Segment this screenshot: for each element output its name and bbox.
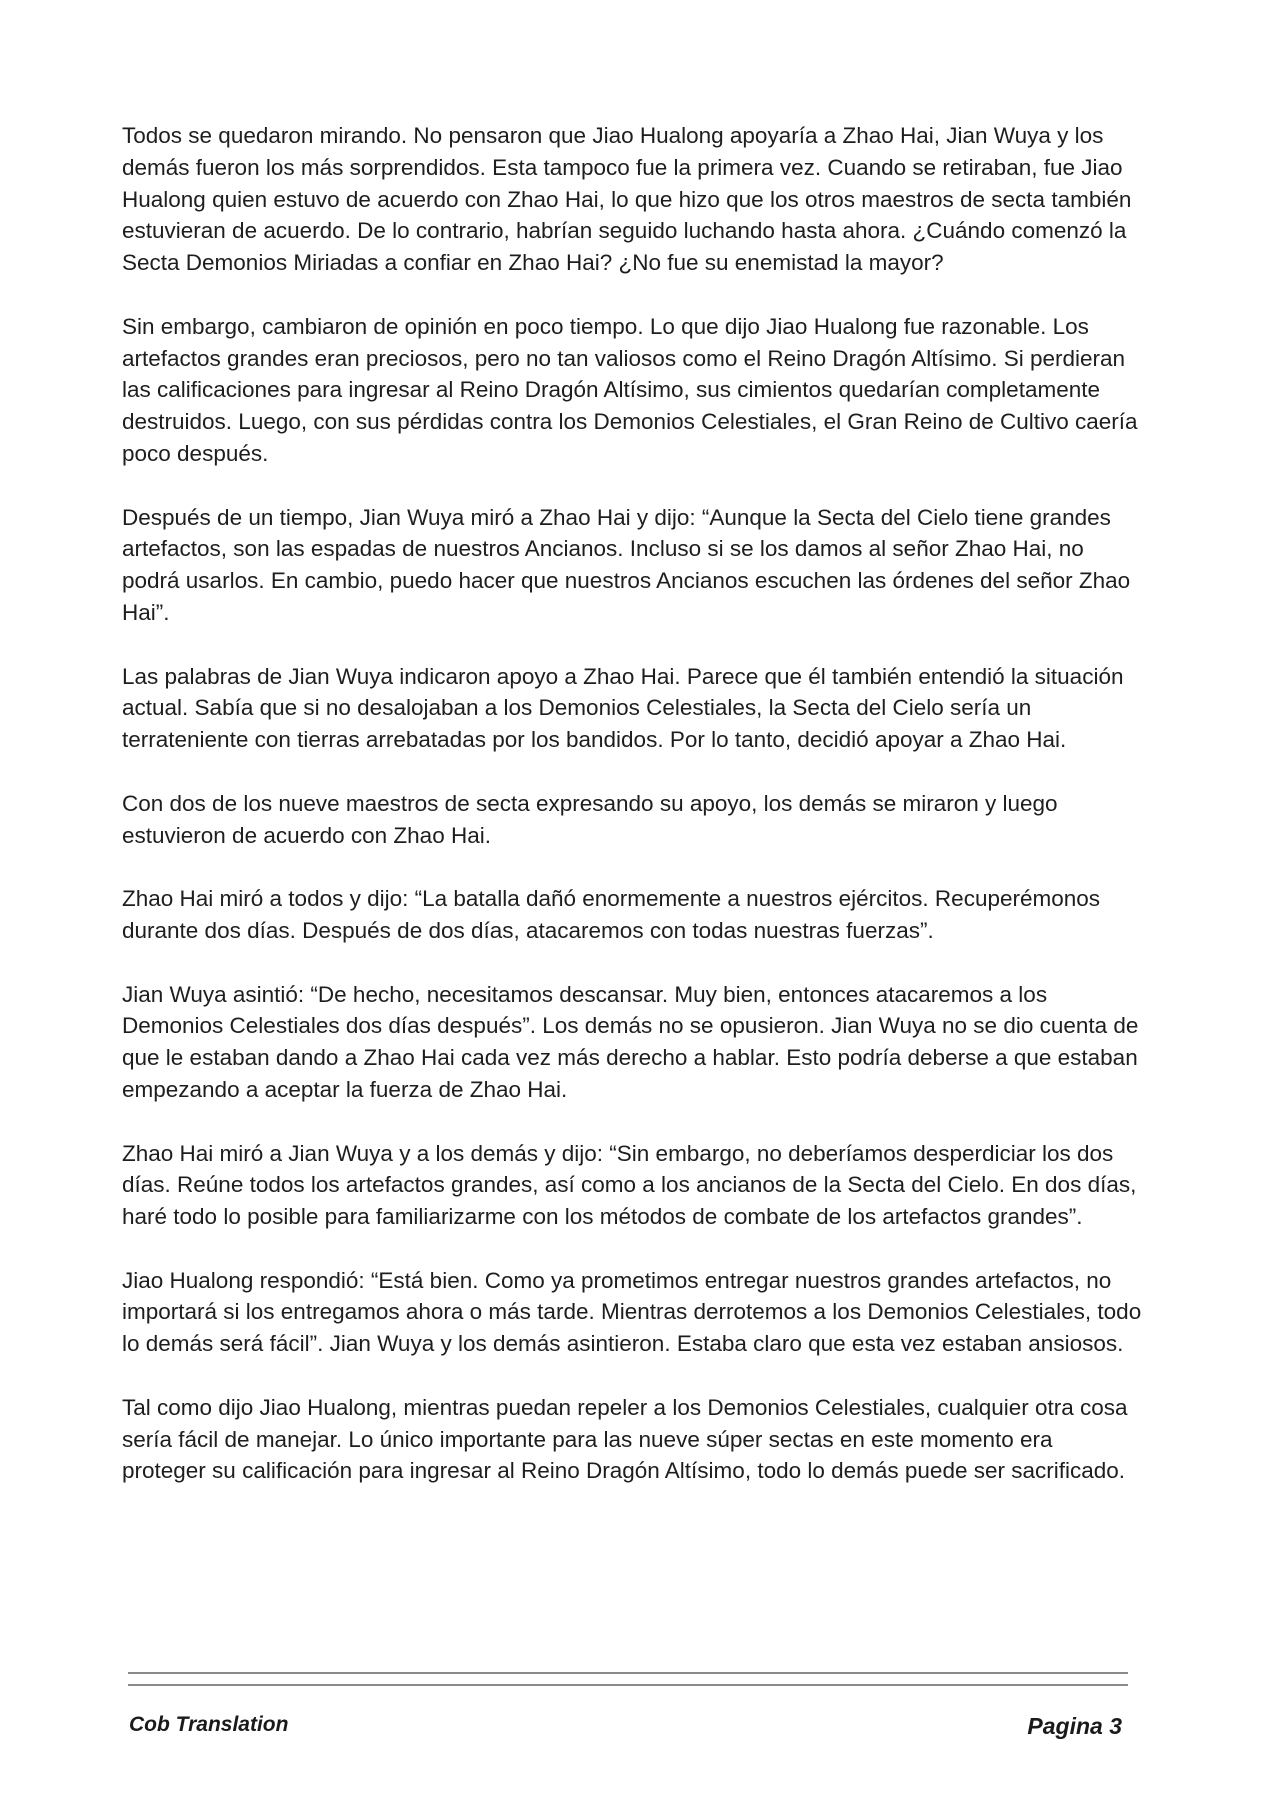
paragraph-1: Todos se quedaron mirando. No pensaron que Jiao Hualong apoyaría a Zhao Hai, Jian Wuya y los demás fueron los más sorprendidos. Esta tampoco fue la primera vez. Cuando se retiraban, fue Jiao Hualong quien estuvo de acuerdo con Zhao Hai, lo que hizo que los otros maestros de secta también estuvieran de acuerdo. De lo contrario, habrían seguido luchando hasta ahora. ¿Cuándo comenzó la Secta Demonios Miriadas a confiar en Zhao Hai? ¿No fue su enemistad la mayor? (122, 123, 1132, 276)
body-text (122, 120, 1142, 1519)
paragraph-5: Con dos de los nueve maestros de secta expresando su apoyo, los demás se miraron y luego estuvieron de acuerdo con Zhao Hai. (122, 790, 1058, 848)
paragraph-9: Jiao Hualong respondió: “Está bien. Como ya prometimos entregar nuestros grandes artefactos, no importará si los entregamos ahora o más tarde. Mientras derrotemos a los Demonios Celestiales, todo lo demás será fácil”. Jian Wuya y los demás asintieron. Estaba claro que esta vez estaban ansiosos. (122, 1267, 1142, 1357)
footer-divider-top (128, 1672, 1128, 1674)
paragraph-8: Zhao Hai miró a Jian Wuya y a los demás y dijo: “Sin embargo, no deberíamos desperdiciar los dos días. Reúne todos los artefactos grandes, así como a los ancianos de la Secta del Cielo. En dos días, haré todo lo posible para familiarizarme con los métodos de combate de los artefactos grandes”. (122, 1140, 1137, 1230)
paragraph-4: Las palabras de Jian Wuya indicaron apoyo a Zhao Hai. Parece que él también entendió la situación actual. Sabía que si no desalojaban a los Demonios Celestiales, la Secta del Cielo sería un terrateniente con tierras arrebatadas por los bandidos. Por lo tanto, decidió apoyar a Zhao Hai. (122, 663, 1124, 753)
paragraph-3: Después de un tiempo, Jian Wuya miró a Zhao Hai y dijo: “Aunque la Secta del Cielo tiene grandes artefactos, son las espadas de nuestros Ancianos. Incluso si se los damos al señor Zhao Hai, no podrá usarlos. En cambio, puedo hacer que nuestros Ancianos escuchen las órdenes del señor Zhao Hai”. (122, 504, 1131, 625)
footer-translator-credit: Cob Translation (129, 1713, 289, 1736)
paragraph-6: Zhao Hai miró a todos y dijo: “La batalla dañó enormemente a nuestros ejércitos. Recuperémonos durante dos días. Después de dos días, atacaremos con todas nuestras fuerzas”. (122, 886, 1101, 943)
paragraph-2: Sin embargo, cambiaron de opinión en poco tiempo. Lo que dijo Jiao Hualong fue razonable. Los artefactos grandes eran preciosos, pero no tan valiosos como el Reino Dragón Altísimo. Si perdieran las calificaciones para ingresar al Reino Dragón Altísimo, sus cimientos quedarían completamente destruidos. Luego, con sus pérdidas contra los Demonios Celestiales, el Gran Reino de Cultivo caería poco después. (122, 313, 1138, 466)
footer-divider-bottom (128, 1684, 1128, 1686)
paragraph-7: Jian Wuya asintió: “De hecho, necesitamos descansar. Muy bien, entonces atacaremos a los Demonios Celestiales dos días después”. Los demás no se opusieron. Jian Wuya no se dio cuenta de que le estaban dando a Zhao Hai cada vez más derecho a hablar. Esto podría deberse a que estaban empezando a aceptar la fuerza de Zhao Hai. (122, 981, 1139, 1102)
paragraph-10: Tal como dijo Jiao Hualong, mientras puedan repeler a los Demonios Celestiales, cualquier otra cosa sería fácil de manejar. Lo único importante para las nueve súper sectas en este momento era proteger su calificación para ingresar al Reino Dragón Altísimo, todo lo demás puede ser sacrificado. (122, 1394, 1128, 1484)
footer-page-number: Pagina 3 (1027, 1713, 1122, 1739)
